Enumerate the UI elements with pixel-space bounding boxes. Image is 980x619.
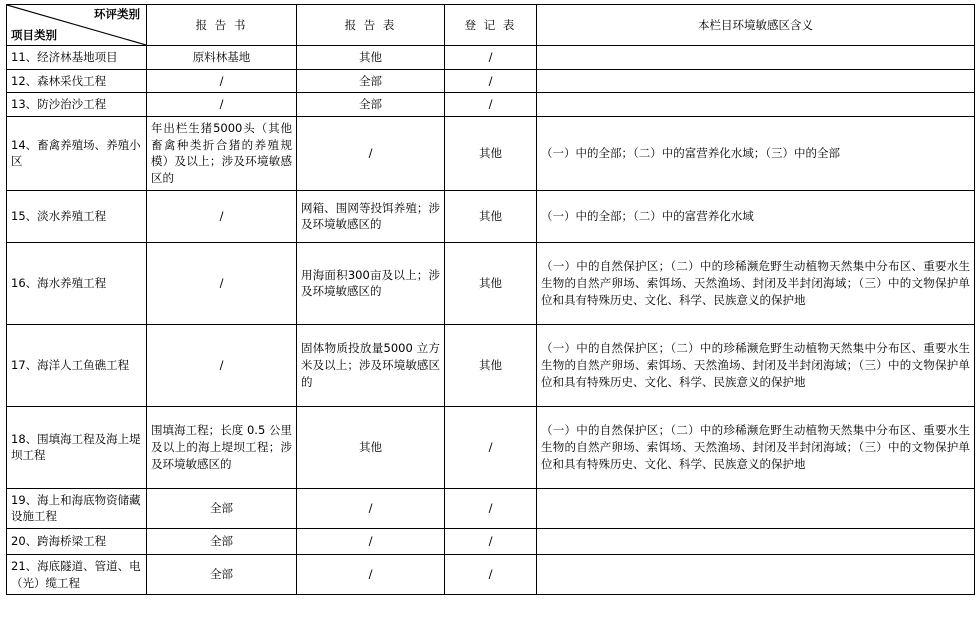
row-report-form: / [297, 117, 445, 191]
row-report-form: 固体物质投放量5000 立方米及以上；涉及环境敏感区的 [297, 324, 445, 406]
column-header-report-book: 报 告 书 [147, 5, 297, 46]
row-registration: 其他 [445, 117, 537, 191]
row-category: 16、海水养殖工程 [7, 242, 147, 324]
table-header-row [7, 5, 975, 46]
corner-label-top: 环评类别 [94, 7, 140, 21]
row-registration: 其他 [445, 242, 537, 324]
row-registration: 其他 [445, 324, 537, 406]
table-row [7, 46, 975, 70]
row-registration: / [445, 406, 537, 488]
row-report-form: 其他 [297, 46, 445, 70]
row-category: 18、围填海工程及海上堤坝工程 [7, 406, 147, 488]
column-header-report-form: 报 告 表 [297, 5, 445, 46]
table-row [7, 117, 975, 191]
table-row [7, 529, 975, 555]
column-header-sensitive-area: 本栏目环境敏感区含义 [537, 5, 975, 46]
table-row [7, 69, 975, 93]
row-sensitive-area [537, 93, 975, 117]
row-registration: / [445, 93, 537, 117]
header-corner-cell [7, 5, 147, 46]
row-registration: / [445, 488, 537, 528]
table-row [7, 555, 975, 595]
row-sensitive-area: （一）中的全部；（二）中的富营养化水域 [537, 190, 975, 242]
row-report-form: / [297, 529, 445, 555]
row-sensitive-area [537, 529, 975, 555]
row-report-book: / [147, 324, 297, 406]
table-row [7, 190, 975, 242]
row-report-book: 年出栏生猪5000头（其他畜禽种类折合猪的养殖规模）及以上；涉及环境敏感区的 [147, 117, 297, 191]
row-category: 19、海上和海底物资储藏设施工程 [7, 488, 147, 528]
row-sensitive-area: （一）中的自然保护区；（二）中的珍稀濒危野生动植物天然集中分布区、重要水生生物的自然产卵场、索饵场、天然渔场、封闭及半封闭海域；（三）中的文物保护单位和具有特殊历史、文化、科学、民族意义的保护地 [537, 242, 975, 324]
row-sensitive-area [537, 488, 975, 528]
row-report-form: 全部 [297, 93, 445, 117]
row-report-book: / [147, 93, 297, 117]
corner-label-bottom: 项目类别 [11, 28, 57, 43]
row-report-book: / [147, 190, 297, 242]
row-report-book: 全部 [147, 488, 297, 528]
row-category: 12、森林采伐工程 [7, 69, 147, 93]
row-category: 20、跨海桥梁工程 [7, 529, 147, 555]
eia-classification-table [6, 4, 975, 595]
row-category: 17、海洋人工鱼礁工程 [7, 324, 147, 406]
row-category: 13、防沙治沙工程 [7, 93, 147, 117]
row-registration: / [445, 555, 537, 595]
row-registration: / [445, 69, 537, 93]
row-report-form: / [297, 488, 445, 528]
row-report-form: 全部 [297, 69, 445, 93]
row-sensitive-area [537, 69, 975, 93]
table-row [7, 242, 975, 324]
row-report-book: / [147, 69, 297, 93]
row-sensitive-area [537, 46, 975, 70]
row-report-book: 围填海工程；长度 0.5 公里及以上的海上堤坝工程；涉及环境敏感区的 [147, 406, 297, 488]
table-row [7, 324, 975, 406]
table-row [7, 488, 975, 528]
table-row [7, 406, 975, 488]
row-report-form: / [297, 555, 445, 595]
row-sensitive-area: （一）中的自然保护区；（二）中的珍稀濒危野生动植物天然集中分布区、重要水生生物的自然产卵场、索饵场、天然渔场、封闭及半封闭海域；（三）中的文物保护单位和具有特殊历史、文化、科学、民族意义的保护地 [537, 406, 975, 488]
row-report-book: 全部 [147, 555, 297, 595]
row-sensitive-area: （一）中的全部；（二）中的富营养化水域；（三）中的全部 [537, 117, 975, 191]
row-registration: / [445, 529, 537, 555]
row-sensitive-area [537, 555, 975, 595]
row-category: 14、畜禽养殖场、养殖小区 [7, 117, 147, 191]
row-report-form: 用海面积300亩及以上；涉及环境敏感区的 [297, 242, 445, 324]
table-row [7, 93, 975, 117]
row-sensitive-area: （一）中的自然保护区；（二）中的珍稀濒危野生动植物天然集中分布区、重要水生生物的自然产卵场、索饵场、天然渔场、封闭及半封闭海域；（三）中的文物保护单位和具有特殊历史、文化、科学、民族意义的保护地 [537, 324, 975, 406]
row-category: 15、淡水养殖工程 [7, 190, 147, 242]
row-report-book: / [147, 242, 297, 324]
row-report-form: 网箱、围网等投饵养殖；涉及环境敏感区的 [297, 190, 445, 242]
row-report-form: 其他 [297, 406, 445, 488]
row-registration: 其他 [445, 190, 537, 242]
row-report-book: 全部 [147, 529, 297, 555]
row-report-book: 原料林基地 [147, 46, 297, 70]
row-category: 11、经济林基地项目 [7, 46, 147, 70]
column-header-registration: 登 记 表 [445, 5, 537, 46]
row-category: 21、海底隧道、管道、电（光）缆工程 [7, 555, 147, 595]
row-registration: / [445, 46, 537, 70]
